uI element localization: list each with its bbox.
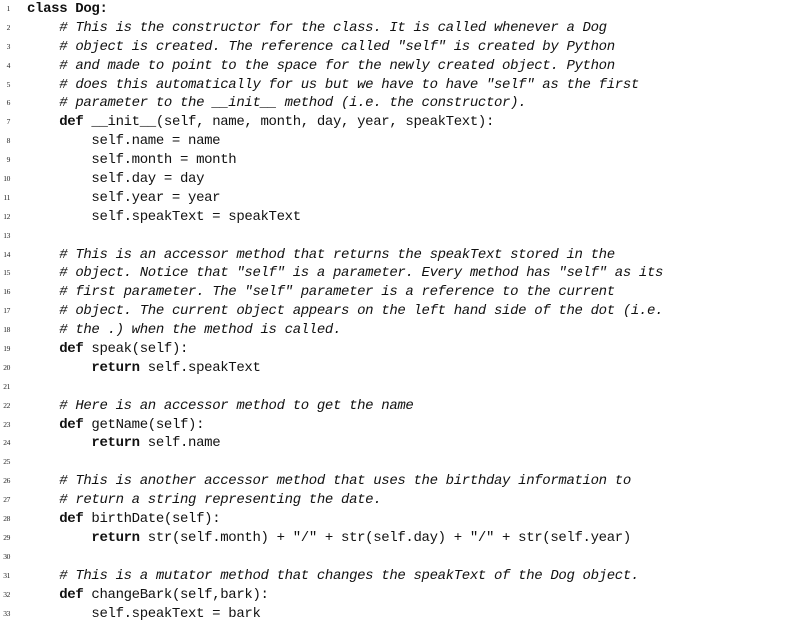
code-line <box>0 340 785 359</box>
code-text <box>27 340 188 359</box>
code-text <box>27 510 220 529</box>
comment: # This is another accessor method that uses the birthday information to <box>59 473 631 490</box>
line-number: 33 <box>3 608 10 618</box>
code-line <box>0 586 785 605</box>
code-token: self.speakText <box>139 359 261 376</box>
line-number: 9 <box>6 155 10 165</box>
code-line <box>0 302 785 321</box>
line-number: 10 <box>3 174 10 184</box>
code-line <box>0 567 785 586</box>
code-token: self.day = day <box>27 171 205 188</box>
line-number: 20 <box>3 362 10 372</box>
code-text <box>27 586 269 605</box>
line-number: 13 <box>3 230 10 240</box>
code-line <box>0 0 785 19</box>
keyword: return <box>91 435 140 452</box>
code-token: self.speakText = speakText <box>27 208 301 225</box>
comment: # and made to point to the space for the newly created object. Python <box>59 57 615 74</box>
line-number: 28 <box>3 514 10 524</box>
line-number: 14 <box>3 249 10 259</box>
code-line <box>0 19 785 38</box>
code-token: self.speakText = bark <box>27 605 261 622</box>
code-line <box>0 472 785 491</box>
code-token: self.year = year <box>27 189 221 206</box>
code-line <box>0 189 785 208</box>
code-token <box>27 398 59 414</box>
code-line <box>0 321 785 340</box>
comment: # This is an accessor method that returns the speakText stored in the <box>59 246 615 263</box>
code-line <box>0 510 785 529</box>
code-token: changeBark(self,bark): <box>83 586 269 603</box>
code-token <box>27 58 59 74</box>
keyword: def <box>59 416 84 433</box>
code-text <box>27 472 631 491</box>
code-token <box>27 530 91 546</box>
line-number: 24 <box>3 438 10 448</box>
line-number: 8 <box>6 136 10 146</box>
keyword: class Dog: <box>27 1 108 17</box>
line-number: 19 <box>3 344 10 354</box>
line-number: 26 <box>3 476 10 486</box>
code-line <box>0 378 785 397</box>
line-number: 27 <box>3 495 10 505</box>
code-text <box>27 567 639 586</box>
code-token <box>27 20 59 36</box>
code-token: str(self.month) + "/" + str(self.day) + "/" + str(self.year) <box>139 529 631 546</box>
line-number: 7 <box>6 117 10 127</box>
keyword: return <box>91 359 140 376</box>
code-line <box>0 605 785 624</box>
code-text <box>27 170 204 189</box>
code-token: speak(self): <box>83 341 189 358</box>
code-token: self.name = name <box>27 133 221 150</box>
code-line <box>0 264 785 283</box>
code-token: self.name <box>139 435 221 452</box>
code-text <box>27 397 413 416</box>
line-number: 6 <box>6 98 10 108</box>
comment: # first parameter. The "self" parameter is a reference to the current <box>59 284 615 301</box>
keyword: def <box>59 586 84 603</box>
code-line <box>0 283 785 302</box>
code-token <box>27 114 59 130</box>
comment: # object. Notice that "self" is a parameter. Every method has "self" as its <box>59 265 664 282</box>
code-line <box>0 453 785 472</box>
code-token: birthDate(self): <box>83 511 221 528</box>
comment: # Here is an accessor method to get the name <box>59 397 414 414</box>
code-line <box>0 132 785 151</box>
code-text <box>27 94 526 113</box>
code-line <box>0 94 785 113</box>
code-token: __init__(self, name, month, day, year, speakText): <box>83 114 494 131</box>
code-token <box>27 247 59 263</box>
code-token <box>27 511 59 527</box>
code-line <box>0 170 785 189</box>
line-number: 5 <box>6 79 10 89</box>
code-line <box>0 227 785 246</box>
code-token <box>27 435 91 451</box>
line-number: 18 <box>3 325 10 335</box>
line-number: 25 <box>3 457 10 467</box>
code-text <box>27 76 639 95</box>
comment: # This is the constructor for the class. It is called whenever a Dog <box>59 19 607 36</box>
line-number: 2 <box>6 22 10 32</box>
comment: # does this automatically for us but we have to have "self" as the first <box>59 76 639 93</box>
code-text <box>27 491 381 510</box>
code-token <box>27 95 59 111</box>
code-token <box>27 473 59 489</box>
line-number: 17 <box>3 306 10 316</box>
code-text <box>27 434 220 453</box>
code-token <box>27 341 59 357</box>
comment: # object is created. The reference called "self" is created by Python <box>59 38 615 55</box>
code-text <box>27 208 301 227</box>
code-token <box>27 265 59 281</box>
code-text <box>27 416 204 435</box>
comment: # the .) when the method is called. <box>59 322 342 339</box>
keyword: def <box>59 114 84 131</box>
code-text <box>27 359 261 378</box>
line-number: 12 <box>3 211 10 221</box>
code-line <box>0 76 785 95</box>
code-text <box>27 189 220 208</box>
line-number: 1 <box>6 4 10 13</box>
code-text <box>27 38 615 57</box>
code-line <box>0 57 785 76</box>
code-text <box>27 283 615 302</box>
code-text <box>27 321 341 340</box>
code-line <box>0 529 785 548</box>
code-line <box>0 434 785 453</box>
code-text <box>27 132 220 151</box>
code-line <box>0 548 785 567</box>
code-token <box>27 322 59 338</box>
code-line <box>0 359 785 378</box>
comment: # This is a mutator method that changes the speakText of the Dog object. <box>59 567 639 584</box>
code-token <box>27 360 91 376</box>
code-text <box>27 302 663 321</box>
code-token <box>27 587 59 603</box>
line-number: 31 <box>3 570 10 580</box>
line-number: 3 <box>6 41 10 51</box>
line-number: 23 <box>3 419 10 429</box>
comment: # object. The current object appears on the left hand side of the dot (i.e. <box>59 303 664 320</box>
comment: # parameter to the __init__ method (i.e. the constructor). <box>59 95 527 112</box>
line-number: 11 <box>3 192 10 202</box>
comment: # return a string representing the date. <box>59 492 382 509</box>
line-number: 29 <box>3 532 10 542</box>
code-line <box>0 38 785 57</box>
code-token <box>27 303 59 319</box>
code-token <box>27 417 59 433</box>
code-token <box>27 284 59 300</box>
code-line <box>0 208 785 227</box>
line-number: 22 <box>3 400 10 410</box>
code-text <box>27 113 494 132</box>
code-text <box>27 605 261 624</box>
code-text <box>27 0 108 19</box>
line-number: 16 <box>3 287 10 297</box>
line-number: 30 <box>3 551 10 561</box>
code-token <box>27 39 59 55</box>
line-number: 4 <box>6 60 10 70</box>
keyword: def <box>59 511 84 528</box>
line-number: 15 <box>3 268 10 278</box>
code-token <box>27 77 59 93</box>
code-token: getName(self): <box>83 416 205 433</box>
code-line <box>0 113 785 132</box>
code-line <box>0 416 785 435</box>
code-text <box>27 246 615 265</box>
code-text <box>27 57 615 76</box>
code-token <box>27 568 59 584</box>
code-token: self.month = month <box>27 152 237 169</box>
code-line <box>0 491 785 510</box>
code-token <box>27 492 59 508</box>
code-line <box>0 151 785 170</box>
code-text <box>27 151 236 170</box>
line-number: 21 <box>3 381 10 391</box>
keyword: return <box>91 529 140 546</box>
keyword: def <box>59 341 84 358</box>
code-line <box>0 246 785 265</box>
line-number: 32 <box>3 589 10 599</box>
code-text <box>27 264 663 283</box>
code-text <box>27 19 607 38</box>
code-line <box>0 397 785 416</box>
code-text <box>27 529 631 548</box>
